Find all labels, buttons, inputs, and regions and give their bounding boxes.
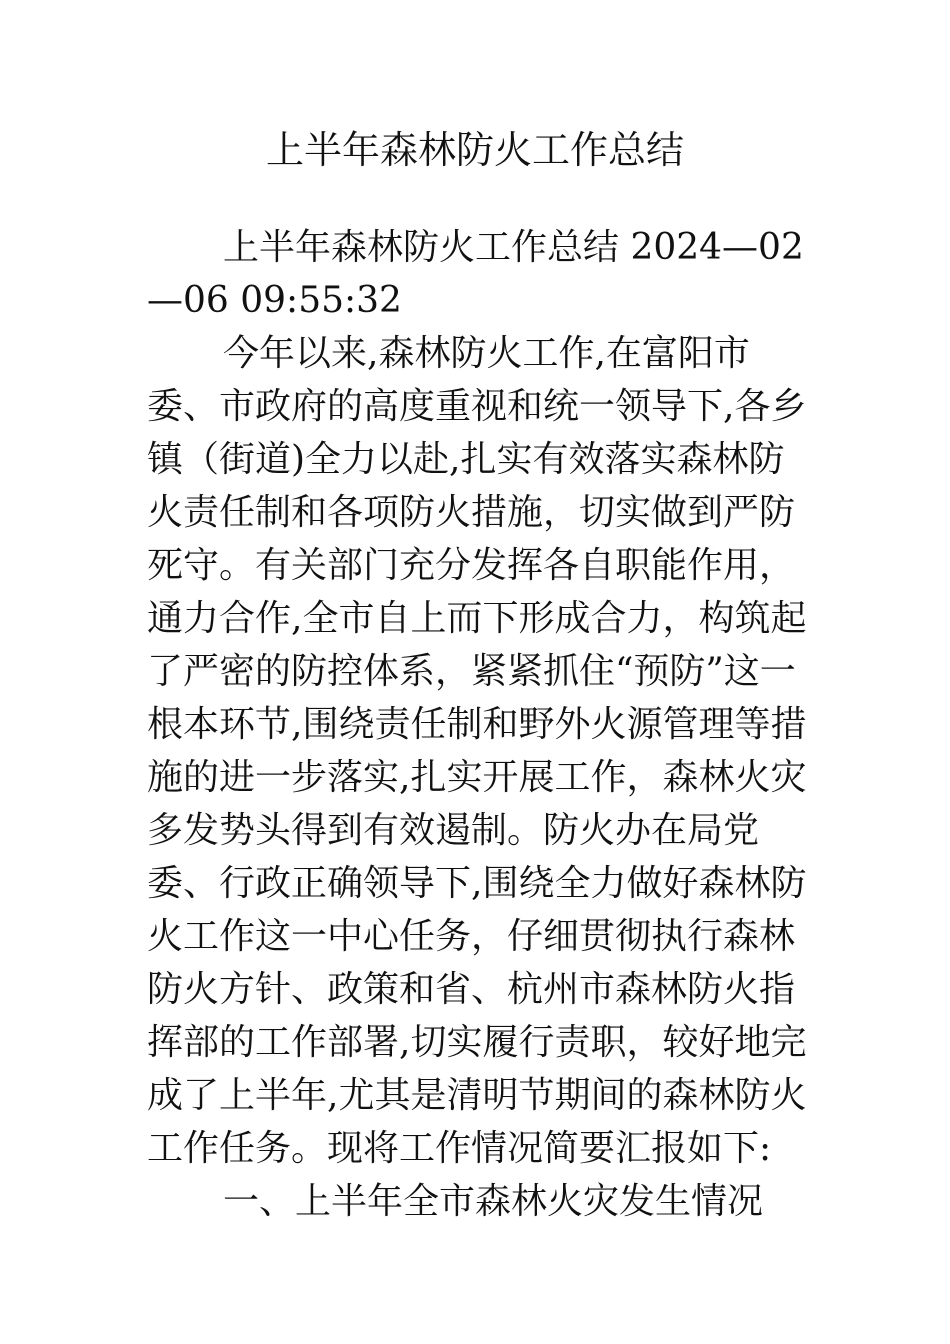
- section-heading: 一、上半年全市森林火灾发生情况: [223, 1181, 764, 1222]
- document-title: 上半年森林防火工作总结: [265, 128, 684, 172]
- paragraph-intro: 今年以来,森林防火工作,在富阳市委、市政府的高度重视和统一领导下,各乡镇（街道)全力以赴,扎实有效落实森林防火责任制和各项防火措施，切实做到严防死守。有关部门充分发挥各自职能作用，通力合作,全市自上而下形成合力，构筑起了严密的防控体系，紧紧抓住“预防”这一根本环节,围绕责任制和野外火源管理等措施的进一步落实,扎实开展工作，森林火灾多发势头得到有效遏制。防火办在局党委、行政正确领导下,围绕全力做好森林防火工作这一中心任务，仔细贯彻执行森林防火方针、政策和省、杭州市森林防火指挥部的工作部署,切实履行责职，较好地完成了上半年,尤其是清明节期间的森林防火工作任务。现将工作情况简要汇报如下:: [147, 333, 807, 1169]
- document-body: [147, 221, 807, 1228]
- paragraph-header-line: 上半年森林防火工作总结 2024—02—06 09:55:32: [147, 227, 804, 321]
